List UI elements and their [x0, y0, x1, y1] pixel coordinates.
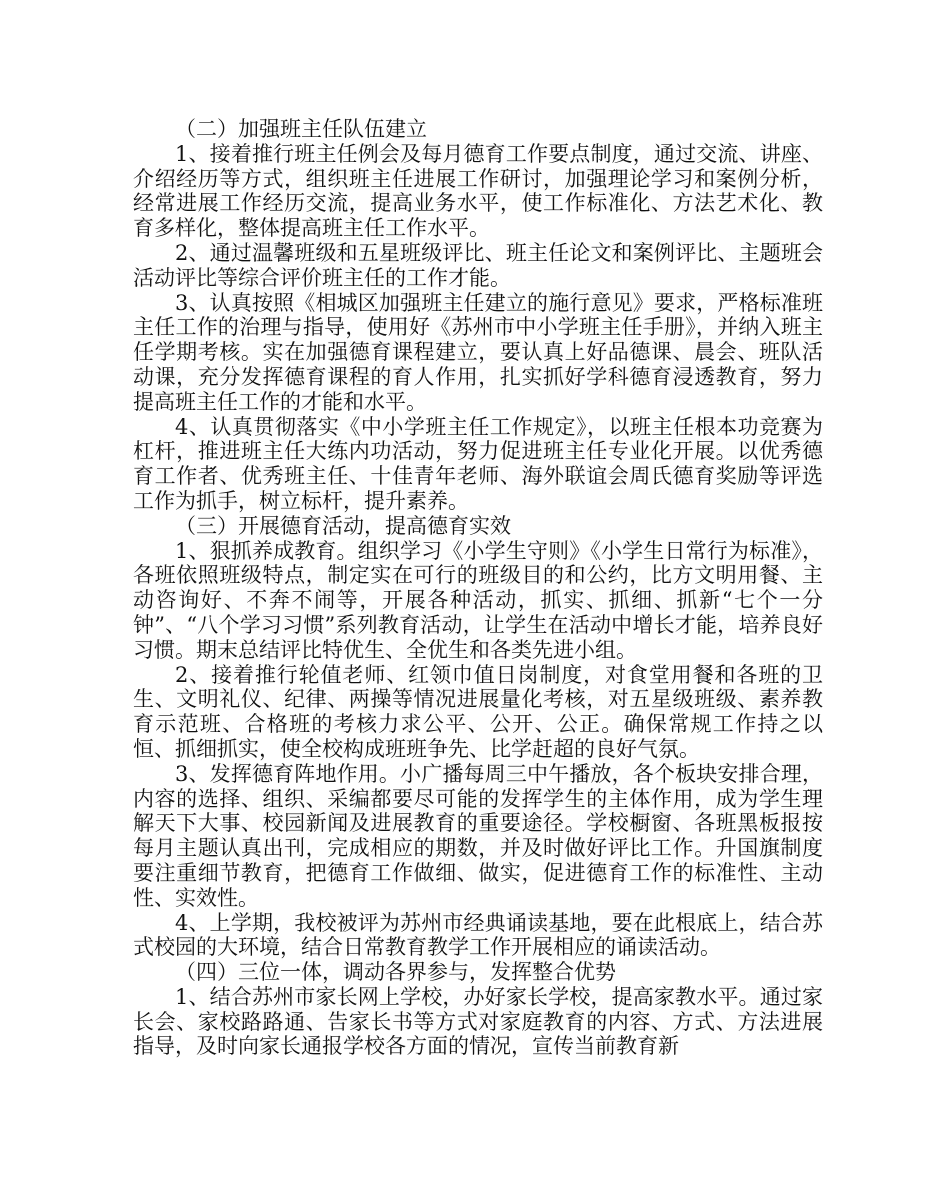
- section-heading-2: （二）加强班主任队伍建立: [175, 117, 427, 141]
- paragraph-3-2: 2、接着推行轮值老师、红领巾值日岗制度，对食堂用餐和各班的卫生、文明礼仪、纪律、两操等情况进展量化考核，对五星级班级、素养教育示范班、合格班的考核力求公平、公开、公正。确保常规工作持之以恒、抓细抓实，使全校构成班班争先、比学赶超的良好气氛。: [133, 662, 823, 761]
- paragraph-3-3: 3、发挥德育阵地作用。小广播每周三中午播放，各个板块安排合理，内容的选择、组织、采编都要尽可能的发挥学生的主体作用，成为学生理解天下大事、校园新闻及进展教育的重要途径。学校橱窗、各班黑板报按每月主题认真出刊，完成相应的期数，并及时做好评比工作。升国旗制度要注重细节教育，把德育工作做细、做实，促进德育工作的标准性、主动性、实效性。: [133, 761, 823, 910]
- paragraph-3-1: 1、狠抓养成教育。组织学习《小学生守则》《小学生日常行为标准》，各班依照班级特点，制定实在可行的班级目的和公约，比方文明用餐、主动咨询好、不奔不闹等，开展各种活动，抓实、抓细、抓新“七个一分钟”、“八个学习习惯”系列教育活动，让学生在活动中增长才能，培养良好习惯。期末总结评比特优生、全优生和各类先进小组。: [133, 538, 823, 662]
- document-page: [133, 117, 823, 1059]
- paragraph-2-4: 4、认真贯彻落实《中小学班主任工作规定》，以班主任根本功竞赛为杠杆，推进班主任大练内功活动，努力促进班主任专业化开展。以优秀德育工作者、优秀班主任、十佳青年老师、海外联谊会周氏德育奖励等评选工作为抓手，树立标杆，提升素养。: [133, 414, 823, 513]
- paragraph-2-2: 2、通过温馨班级和五星班级评比、班主任论文和案例评比、主题班会活动评比等综合评价班主任的工作才能。: [133, 240, 823, 290]
- paragraph-4-1: 1、结合苏州市家长网上学校，办好家长学校，提高家教水平。通过家长会、家校路路通、告家长书等方式对家庭教育的内容、方式、方法进展指导，及时向家长通报学校各方面的情况，宣传当前教育新: [133, 984, 823, 1059]
- paragraph-3-4: 4、上学期，我校被评为苏州市经典诵读基地，要在此根底上，结合苏式校园的大环境，结合日常教育教学工作开展相应的诵读活动。: [133, 910, 823, 960]
- section-heading-3: （三）开展德育活动，提高德育实效: [175, 513, 511, 538]
- paragraph-2-1: 1、接着推行班主任例会及每月德育工作要点制度，通过交流、讲座、介绍经历等方式，组织班主任进展工作研讨，加强理论学习和案例分析，经常进展工作经历交流，提高业务水平，使工作标准化、方法艺术化、教育多样化，整体提高班主任工作水平。: [133, 141, 823, 241]
- section-heading-4: （四）三位一体，调动各界参与，发挥整合优势: [175, 960, 616, 985]
- paragraph-2-3: 3、认真按照《相城区加强班主任建立的施行意见》要求，严格标准班主任工作的治理与指导，使用好《苏州市中小学班主任手册》，并纳入班主任学期考核。实在加强德育课程建立，要认真上好品德课、晨会、班队活动课，充分发挥德育课程的育人作用，扎实抓好学科德育浸透教育，努力提高班主任工作的才能和水平。: [133, 290, 823, 414]
